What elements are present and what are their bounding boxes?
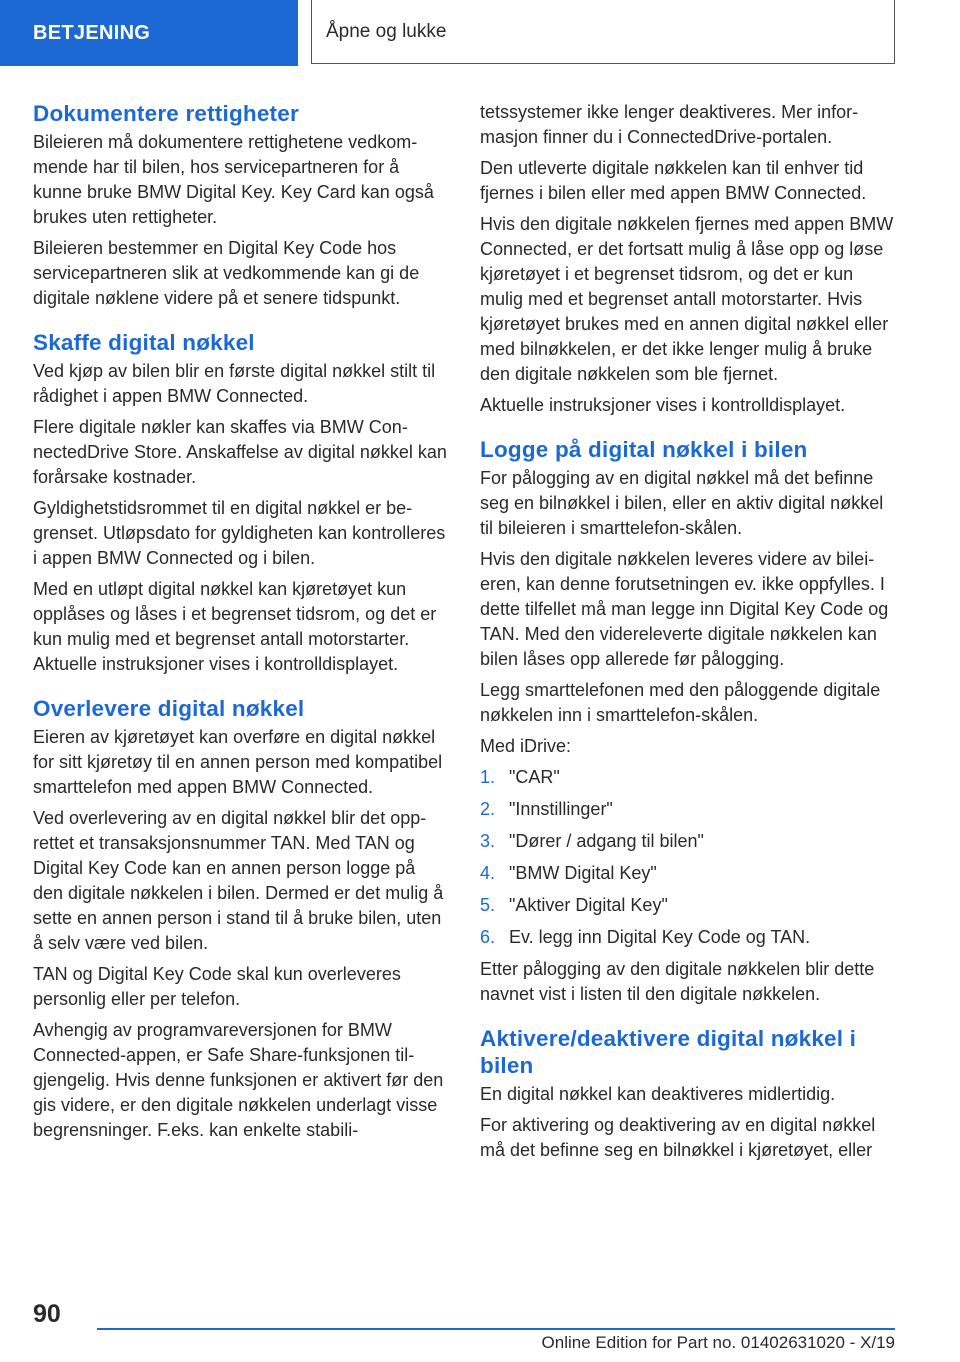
idrive-steps <box>480 765 896 950</box>
section-tab: BETJENING <box>0 0 298 66</box>
paragraph: Hvis den digitale nøkkelen leveres videre av bileieren, kan denne forutsetningen ev. ikke oppfylles. I dette tilfellet må man legge inn Digital Key Code og TAN. Med den videreleverte digitale nøkkelen kan bilen låses opp allerede før pålogging. <box>480 549 889 669</box>
paragraph: tetssystemer ikke lenger deaktiveres. Mer informasjon finner du i ConnectedDrive-portalen. <box>480 102 859 147</box>
section-logge-pa-digital-nokkel <box>480 436 896 1007</box>
section-heading: Overlevere digital nøkkel <box>33 696 305 721</box>
continued-text <box>480 100 896 418</box>
list-item <box>480 829 896 854</box>
paragraph: Ved kjøp av bilen blir en første digital nøkkel stilt til rådighet i appen BMW Connected. <box>33 361 436 406</box>
paragraph: For pålogging av en digital nøkkel må det befinne seg en bilnøkkel i bilen, eller en aktiv digital nøkkel til bileieren i smarttelefon-skålen. <box>480 468 884 538</box>
paragraph: En digital nøkkel kan deaktiveres midlertidig. <box>480 1084 836 1104</box>
step-number: 5. <box>480 895 496 915</box>
chapter-title: Åpne og lukke <box>311 0 895 64</box>
page-number: 90 <box>33 1300 61 1328</box>
section-heading: Logge på digital nøkkel i bilen <box>480 437 808 462</box>
section-heading: Dokumentere rettigheter <box>33 101 299 126</box>
step-number: 2. <box>480 799 496 819</box>
page-header <box>0 0 960 66</box>
section-heading: Aktivere/deaktivere digital nøkkel i bilen <box>480 1026 857 1078</box>
step-number: 6. <box>480 927 496 947</box>
section-aktivere-deaktivere <box>480 1025 896 1163</box>
edition-footer: Online Edition for Part no. 01402631020 - X/19 <box>541 1333 895 1352</box>
footer-divider <box>97 1328 895 1330</box>
paragraph: Hvis den digitale nøkkelen fjernes med appen BMW Connected, er det fortsatt mulig å låse opp og løse kjøretøyet i et begrenset tidsrom, og det er kun mulig med et begrenset antall motorstarter. Hvis kjøretøyet brukes med en annen digital nøkkel eller med bilnøkkelen, er det ikke lenger mulig å bruke den digitale nøkkelen som ble fjernet. <box>480 214 894 384</box>
paragraph: Etter pålogging av den digitale nøkkelen blir dette navnet vist i listen til den digitale nøkkelen. <box>480 959 875 1004</box>
paragraph: Flere digitale nøkler kan skaffes via BMW ConnectedDrive Store. Anskaffelse av digital nøkkel kan forårsake kostnader. <box>33 417 447 487</box>
section-heading: Skaffe digital nøkkel <box>33 330 255 355</box>
paragraph: Den utleverte digitale nøkkelen kan til enhver tid fjernes i bilen eller med appen BMW Connected. <box>480 158 867 203</box>
list-item <box>480 925 896 950</box>
list-item <box>480 797 896 822</box>
list-item <box>480 765 896 790</box>
section-overlevere-digital-nokkel <box>33 695 449 1143</box>
paragraph: Ved overlevering av en digital nøkkel blir det opprettet et transaksjonsnummer TAN. Med TAN og Digital Key Code kan en annen person logge på den digitale nøkkelen i bilen. Dermed er det mulig å sette en annen person i stand til å bruke bilen, uten å selv være ved bilen. <box>33 808 444 953</box>
step-text: "Dører / adgang til bilen" <box>509 831 704 851</box>
step-text: "BMW Digital Key" <box>509 863 657 883</box>
step-number: 1. <box>480 767 496 787</box>
left-column <box>33 100 449 1161</box>
section-dokumentere-rettigheter <box>33 100 449 311</box>
step-number: 3. <box>480 831 496 851</box>
step-text: "Aktiver Digital Key" <box>509 895 668 915</box>
step-number: 4. <box>480 863 496 883</box>
paragraph: Med en utløpt digital nøkkel kan kjøretøyet kun opplåses og låses i et begrenset tidsrom, og det er kun mulig med et begrenset antall motorstarter. Aktuelle instruksjoner vises i kontrolldisplayet. <box>33 579 437 674</box>
paragraph: TAN og Digital Key Code skal kun overleveres personlig eller per telefon. <box>33 964 401 1009</box>
paragraph: Med iDrive: <box>480 736 572 756</box>
step-text: "Innstillinger" <box>509 799 613 819</box>
paragraph: Gyldighetstidsrommet til en digital nøkkel er begrenset. Utløpsdato for gyldigheten kan kontrolleres i appen BMW Connected og i bilen. <box>33 498 446 568</box>
section-skaffe-digital-nokkel <box>33 329 449 677</box>
right-column <box>480 100 896 1181</box>
paragraph: For aktivering og deaktivering av en digital nøkkel må det befinne seg en bilnøkkel i kjøretøyet, eller <box>480 1115 876 1160</box>
paragraph: Legg smarttelefonen med den påloggende digitale nøkkelen inn i smarttelefon-skålen. <box>480 680 881 725</box>
paragraph: Eieren av kjøretøyet kan overføre en digital nøkkel for sitt kjøretøy til en annen person med kompatibel smarttelefon med appen BMW Connected. <box>33 727 443 797</box>
paragraph: Avhengig av programvareversjonen for BMW Connected-appen, er Safe Share-funksjonen tilgjengelig. Hvis denne funksjonen er aktivert før den gis videre, er den digitale nøkkelen underlagt visse begrensninger. F.eks. kan enkelte stabili- <box>33 1020 444 1140</box>
paragraph: Aktuelle instruksjoner vises i kontrolldisplayet. <box>480 395 846 415</box>
list-item <box>480 861 896 886</box>
step-text: Ev. legg inn Digital Key Code og TAN. <box>509 927 811 947</box>
paragraph: Bileieren må dokumentere rettighetene vedkommende har til bilen, hos servicepartneren for å kunne bruke BMW Digital Key. Key Card kan også brukes uten rettigheter. <box>33 132 434 227</box>
paragraph: Bileieren bestemmer en Digital Key Code hos servicepartneren slik at vedkommende kan gi de digitale nøklene videre på et senere tidspunkt. <box>33 238 420 308</box>
list-item <box>480 893 896 918</box>
step-text: "CAR" <box>509 767 560 787</box>
